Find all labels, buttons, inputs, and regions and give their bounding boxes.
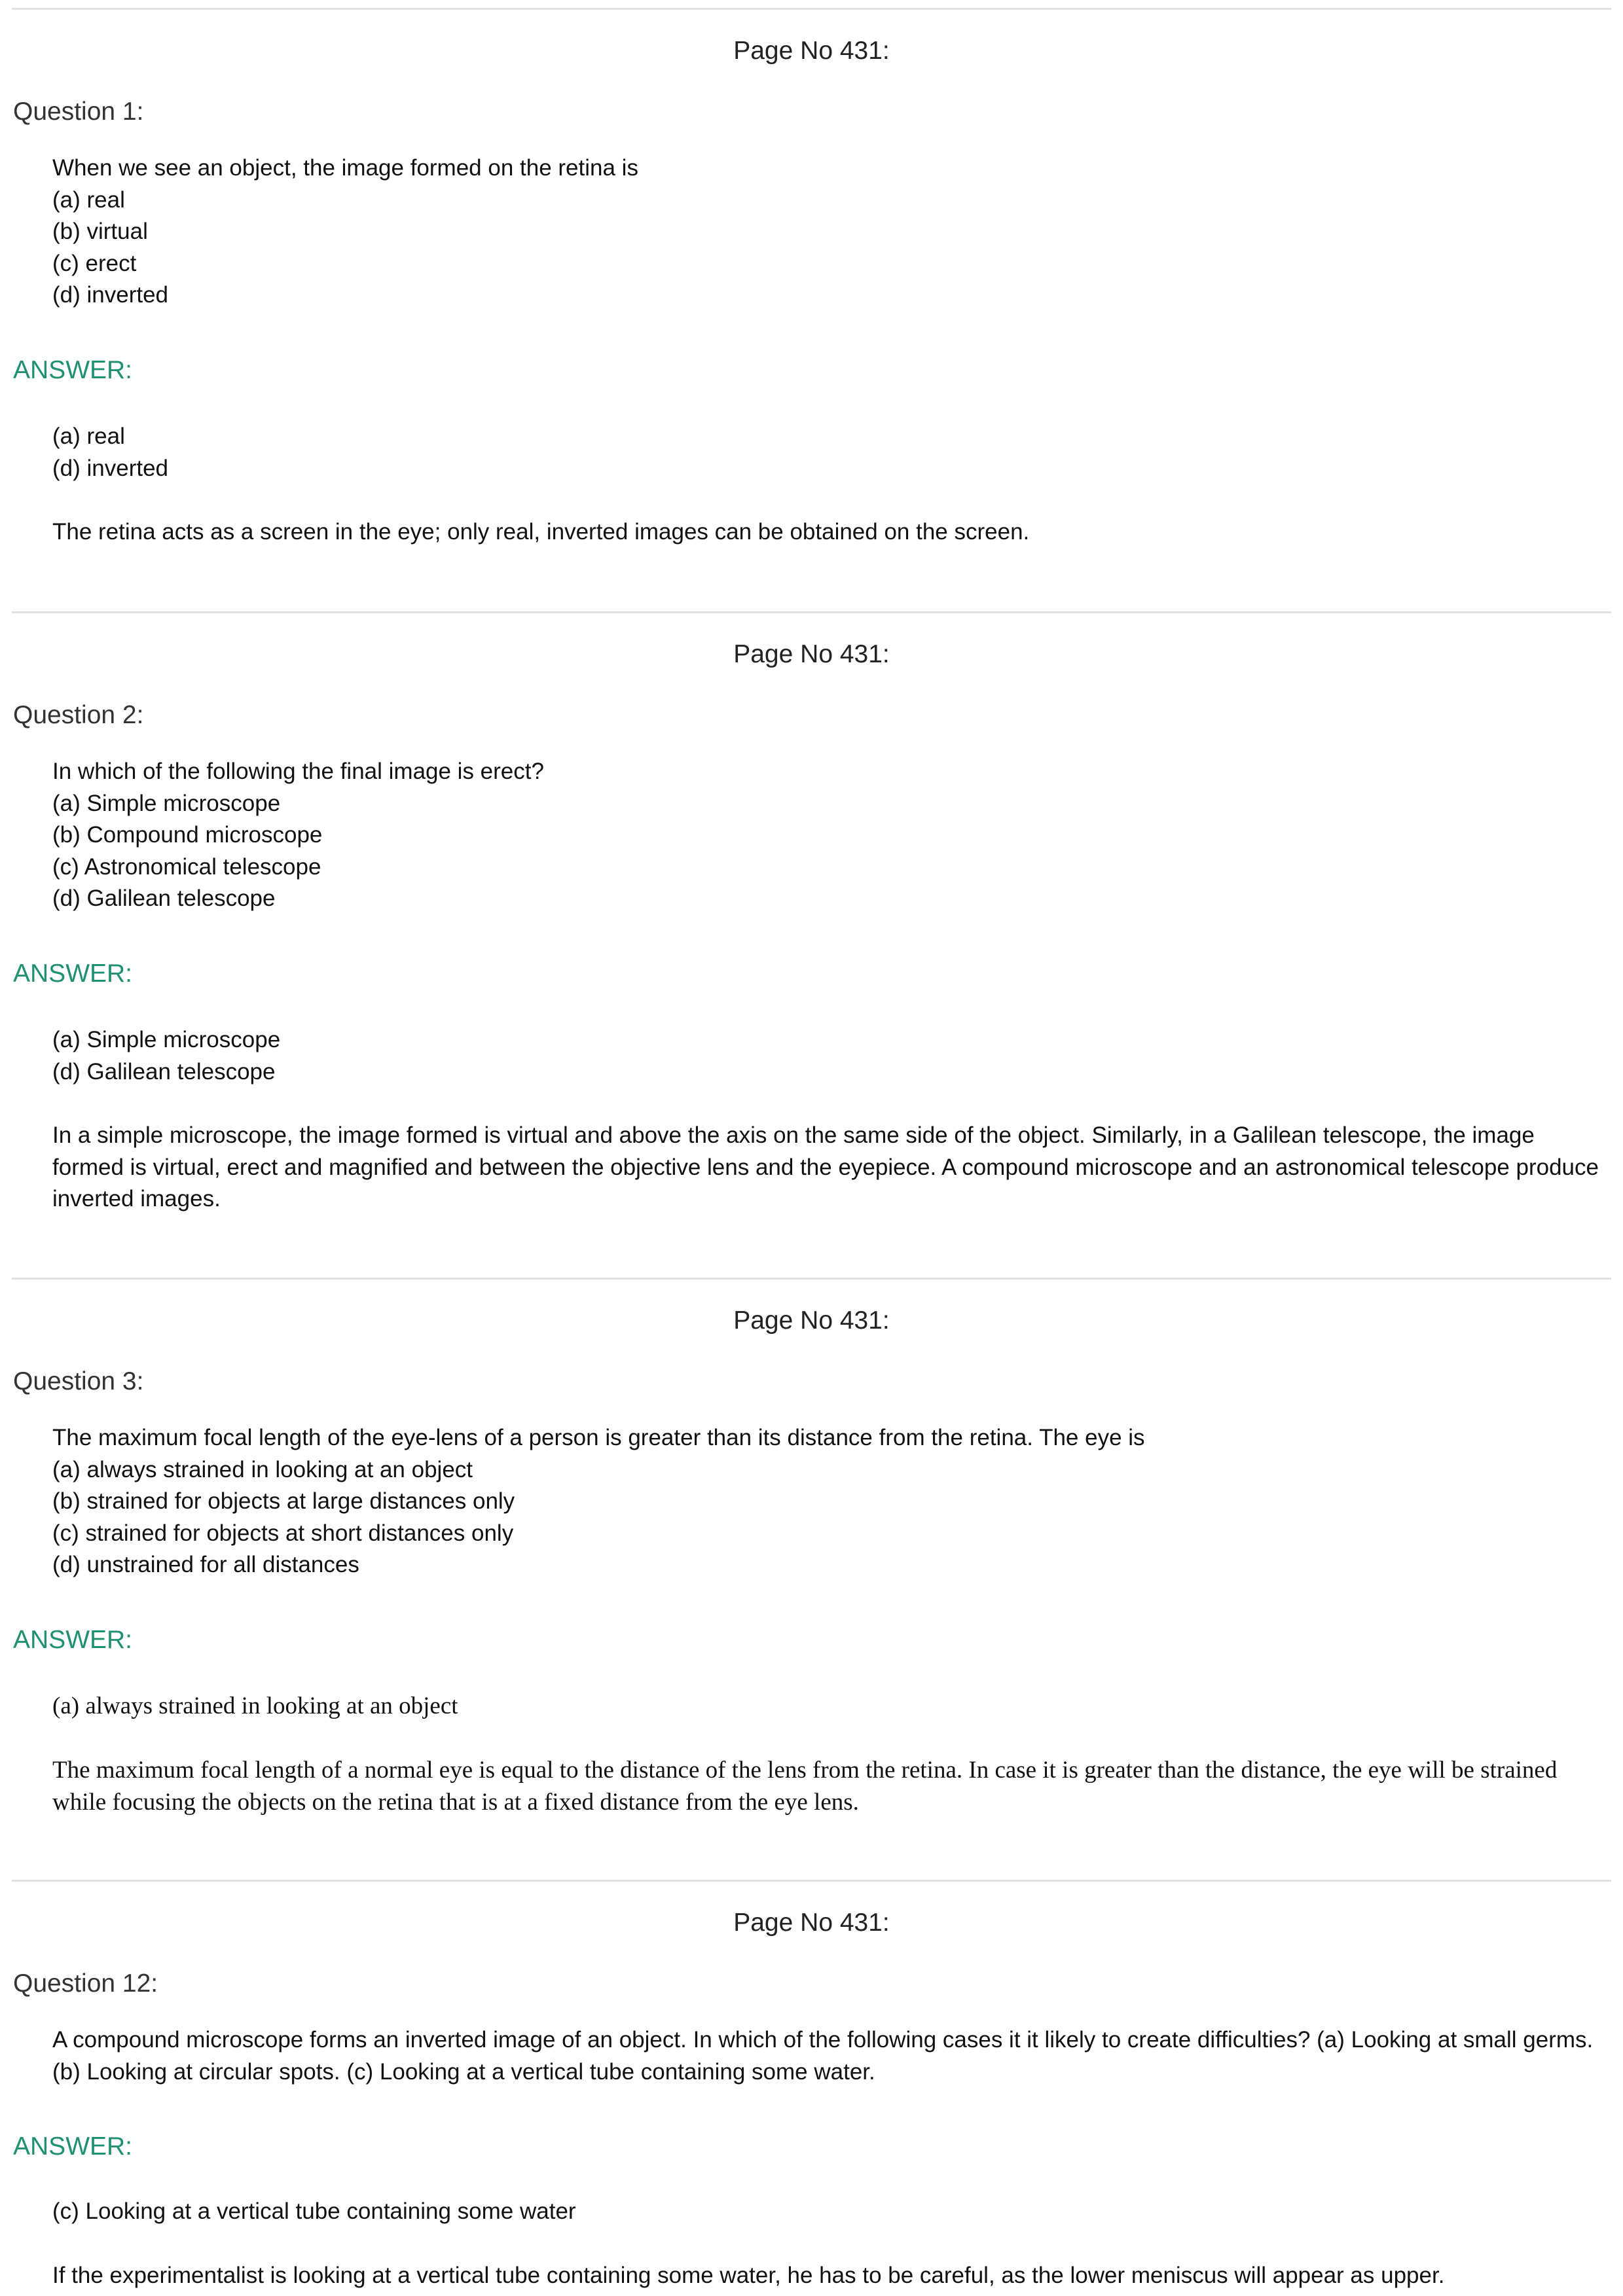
question-text xyxy=(52,152,1611,312)
option-c: (c) Astronomical telescope xyxy=(52,853,321,880)
question-text xyxy=(52,756,1611,915)
answer-line: (d) inverted xyxy=(52,455,169,481)
question-section-2 xyxy=(12,611,1611,1276)
option-d: (d) inverted xyxy=(52,282,169,308)
answer-text xyxy=(52,2196,1611,2228)
option-a: (a) real xyxy=(52,187,125,213)
question-label: Question 2: xyxy=(13,701,144,729)
explanation-text: The maximum focal length of a normal eye is equal to the distance of the lens from the retina. In case it is greater than the distance, the eye will be strained while focusing the objects on the retina that is at a fixed distance from the eye lens. xyxy=(52,1757,1558,1816)
explanation-text: In a simple microscope, the image formed is virtual and above the axis on the same side of the object. Similarly, in a Galilean telescope, the image formed is virtual, erect and magnified and between the objective lens and the eyepiece. A compound microscope and an astronomical telescope produce inverted images. xyxy=(52,1122,1599,1211)
page-number-heading: Page No 431: xyxy=(733,1306,890,1335)
question-section-12 xyxy=(12,1880,1611,2294)
answer-line: (a) Simple microscope xyxy=(52,1027,281,1052)
answer-text xyxy=(52,421,1611,484)
question-section-3 xyxy=(12,1278,1611,1875)
answer-label: ANSWER: xyxy=(13,960,133,988)
answer-text xyxy=(52,1024,1611,1088)
option-b: (b) Compound microscope xyxy=(52,822,323,848)
page-number-heading: Page No 431: xyxy=(733,1909,890,1937)
option-d: (d) unstrained for all distances xyxy=(52,1552,359,1577)
explanation-text: The retina acts as a screen in the eye; only real, inverted images can be obtained on the screen. xyxy=(52,519,1030,545)
question-section-1 xyxy=(12,8,1611,605)
question-text: A compound microscope forms an inverted image of an object. In which of the following cases it it likely to create difficulties? (a) Looking at small germs. (b) Looking at circular spots. (c) Looking at a vertical tube containing some water. xyxy=(52,2027,1594,2085)
answer-line: (d) Galilean telescope xyxy=(52,1058,276,1085)
answer-text xyxy=(52,1691,1611,1723)
option-d: (d) Galilean telescope xyxy=(52,886,276,911)
answer-line: (a) real xyxy=(52,423,125,449)
question-label: Question 1: xyxy=(13,98,144,126)
option-b: (b) virtual xyxy=(52,219,148,244)
answer-line: (c) Looking at a vertical tube containing some water xyxy=(52,2198,576,2224)
question-label: Question 3: xyxy=(13,1367,144,1395)
option-b: (b) strained for objects at large distances only xyxy=(52,1488,515,1514)
question-stem: When we see an object, the image formed on the retina is xyxy=(52,155,638,181)
answer-label: ANSWER: xyxy=(13,356,133,384)
explanation-text: If the experimentalist is looking at a vertical tube containing some water, he has to be careful, as the lower meniscus will appear as upper. xyxy=(52,2263,1445,2288)
answer-label: ANSWER: xyxy=(13,1626,133,1654)
option-a: (a) Simple microscope xyxy=(52,790,281,816)
page-number-heading: Page No 431: xyxy=(733,640,890,668)
option-c: (c) erect xyxy=(52,250,137,276)
question-label: Question 12: xyxy=(13,1969,158,1998)
option-a: (a) always strained in looking at an object xyxy=(52,1456,473,1482)
answer-line: (a) always strained in looking at an object xyxy=(52,1693,458,1719)
page-number-heading: Page No 431: xyxy=(733,37,890,65)
option-c: (c) strained for objects at short distances only xyxy=(52,1520,514,1546)
question-stem: In which of the following the final image is erect? xyxy=(52,759,544,784)
answer-label: ANSWER: xyxy=(13,2132,133,2161)
question-text xyxy=(52,1422,1611,1581)
question-stem: The maximum focal length of the eye-lens of a person is greater than its distance from the retina. The eye is xyxy=(52,1425,1145,1450)
